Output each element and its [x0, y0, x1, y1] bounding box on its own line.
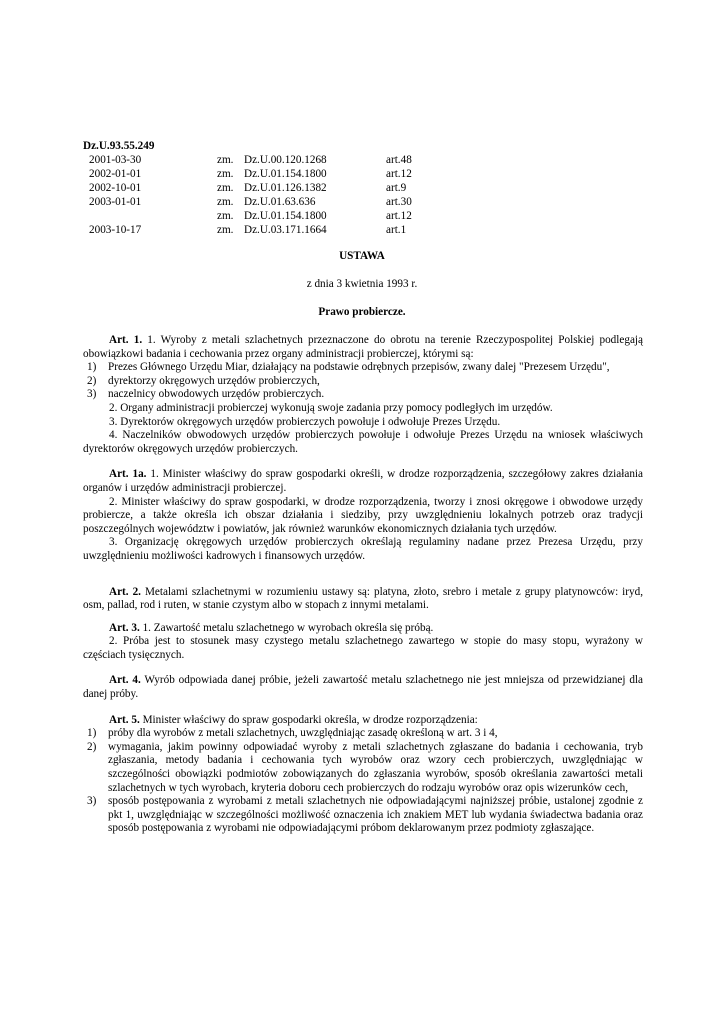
article-paragraph — [83, 334, 643, 361]
article-paragraph — [83, 714, 643, 728]
amendment-article: art.12 — [386, 210, 412, 222]
amendment-article: art.12 — [386, 168, 412, 180]
article-paragraph: 3. Organizację okręgowych urzędów probierczych określają regulaminy nadane przez Prezesa Urzędu, przy uwzględnieniu możliwości kadrowych i finansowych urzędów. — [83, 536, 643, 562]
article-paragraph: 3. Dyrektorów okręgowych urzędów probierczych powołuje i odwołuje Prezes Urzędu. — [109, 415, 501, 428]
list-item — [83, 375, 643, 389]
list-number: 3) — [87, 795, 97, 808]
list-number: 3) — [87, 388, 97, 401]
article-1a — [83, 468, 643, 563]
article-label: Art. 2. — [109, 585, 141, 598]
amendment-reference: Dz.U.01.154.1800 — [244, 168, 327, 180]
article-2 — [83, 586, 643, 613]
amendment-date: 2003-01-01 — [89, 196, 142, 208]
list-item — [83, 388, 643, 402]
article-text: 1. Zawartość metalu szlachetnego w wyrobach określa się próbą. — [139, 621, 434, 634]
amendment-row — [83, 168, 643, 182]
amendment-marker: zm. — [217, 182, 234, 194]
article-text: Wyrób odpowiada danej próbie, jeżeli zawartość metalu szlachetnego nie jest mniejsza od przewidzianej dla danej próby. — [83, 674, 643, 701]
article-5 — [83, 714, 643, 836]
amendment-row — [83, 224, 643, 238]
list-number: 2) — [87, 374, 97, 387]
list-text: sposób postępowania z wyrobami z metali szlachetnych nie odpowiadającymi najniższej próbie, ustalonej zgodnie z pkt 1, uwzględniając w szczególności możliwość oznaczenia ich znakiem MET lub wydania świadectwa badania oraz sposób postępowania z wyrobami nie odpowiadającymi próbom deklarowanym przez podmioty zgłaszające. — [108, 795, 643, 835]
amendment-marker: zm. — [217, 196, 234, 208]
article-1 — [83, 334, 643, 456]
document-title: USTAWA — [339, 250, 385, 262]
article-paragraph — [83, 468, 643, 495]
article-text: 1. Minister właściwy do spraw gospodarki określi, w drodze rozporządzenia, szczegółowy zakres działania organów i urzędów administracji probierczej. — [83, 468, 644, 494]
amendment-reference: Dz.U.01.126.1382 — [244, 182, 327, 194]
amendment-marker: zm. — [217, 210, 234, 222]
list-number: 1) — [87, 361, 97, 374]
article-label: Art. 3. — [109, 621, 140, 634]
list-text: wymagania, jakim powinny odpowiadać wyroby z metali szlachetnych zgłaszane do badania i cechowania, tryb zgłaszania, metody badania i cechowania tych wyrobów oraz wzory cech probierczych, uwzględniając w szczególności obowiązki podmiotów zobowiązanych do zgłaszania wyrobów, sposób określania zawartości metali szlachetnych w tych wyrobach, kryteria doboru cech probierczych do rodzaju wyrobów oraz opis wizerunków cech, — [108, 740, 643, 794]
amendment-date: 2003-10-17 — [89, 224, 142, 236]
amendment-marker: zm. — [217, 224, 234, 236]
article-paragraph: 2. Organy administracji probierczej wykonują swoje zadania przy pomocy podległych im urzędów. — [109, 401, 553, 414]
article-label: Art. 1. — [109, 334, 143, 346]
document-date: z dnia 3 kwietnia 1993 r. — [306, 278, 418, 290]
document-body — [83, 334, 643, 836]
article-paragraph: 4. Naczelników obwodowych urzędów probierczych powołuje i odwołuje Prezes Urzędu na wniosek właściwych dyrektorów okręgowych urzędów probierczych. — [83, 429, 643, 455]
article-paragraph — [83, 586, 643, 613]
amendment-date: 2001-03-30 — [89, 154, 142, 166]
article-text: Metalami szlachetnymi w rozumieniu ustawy są: platyna, złoto, srebro i metale z grupy platynowców: iryd, osm, pallad, rod i ruten, w stanie czystym albo w stopach z innymi metalami. — [83, 585, 643, 612]
article-paragraph — [83, 622, 643, 636]
article-text: Minister właściwy do spraw gospodarki określa, w drodze rozporządzenia: — [139, 713, 478, 726]
amendment-date: 2002-10-01 — [89, 182, 142, 194]
amendment-reference: Dz.U.03.171.1664 — [244, 224, 327, 236]
article-3 — [83, 622, 643, 663]
amendment-date: 2002-01-01 — [89, 168, 142, 180]
list-number: 2) — [87, 740, 97, 753]
article-paragraph: 2. Próba jest to stosunek masy czystego metalu szlachetnego zawartego w stopie do masy stopu, wyrażony w częściach tysięcznych. — [83, 635, 643, 661]
list-text: dyrektorzy okręgowych urzędów probierczych, — [108, 374, 320, 387]
document-subtitle: Prawo probiercze. — [318, 306, 406, 318]
article-text: 1. Wyroby z metali szlachetnych przeznaczone do obrotu na terenie Rzeczypospolitej Polskiej podlegają obowiązkowi badania i cechowania przez organy administracji probierczej, którymi są: — [83, 334, 643, 360]
amendment-reference: Dz.U.01.154.1800 — [244, 210, 327, 222]
amendment-row — [83, 210, 643, 224]
amendment-article: art.48 — [386, 154, 412, 166]
article-paragraph: 2. Minister właściwy do spraw gospodarki, w drodze rozporządzenia, tworzy i znosi okręgowe i obwodowe urzędy probiercze, a także określa ich obszar działania i siedziby, przy uwzględnieniu lokalnych potrzeb oraz tradycji poszczególnych województw i powiatów, jak również warunków ekonomicznych działania tych urzędów. — [83, 495, 643, 535]
list-text: naczelnicy obwodowych urzędów probierczych. — [108, 388, 325, 401]
amendment-row — [83, 154, 643, 168]
list-item — [83, 741, 643, 795]
amendment-article: art.30 — [386, 196, 412, 208]
amendment-article: art.9 — [386, 182, 407, 194]
amendment-article: art.1 — [386, 224, 407, 236]
article-label: Art. 1a. — [109, 468, 147, 481]
journal-reference: Dz.U.93.55.249 — [83, 140, 155, 152]
list-item — [83, 795, 643, 836]
amendment-header — [83, 140, 643, 238]
amendment-reference: Dz.U.00.120.1268 — [244, 154, 327, 166]
amendment-row — [83, 196, 643, 210]
amendment-reference: Dz.U.01.63.636 — [244, 196, 316, 208]
amendment-marker: zm. — [217, 154, 234, 166]
list-number: 1) — [87, 727, 97, 740]
article-label: Art. 5. — [109, 713, 140, 726]
list-text: Prezes Głównego Urzędu Miar, działający na podstawie odrębnych przepisów, zwany dalej "Prezesem Urzędu", — [108, 361, 610, 374]
amendment-row — [83, 182, 643, 196]
article-paragraph — [83, 674, 643, 701]
list-item — [83, 361, 643, 375]
amendment-marker: zm. — [217, 168, 234, 180]
list-item — [83, 727, 643, 741]
list-text: próby dla wyrobów z metali szlachetnych, uwzględniając zasadę określoną w art. 3 i 4, — [108, 727, 498, 740]
article-4 — [83, 674, 643, 701]
article-label: Art. 4. — [109, 674, 141, 687]
